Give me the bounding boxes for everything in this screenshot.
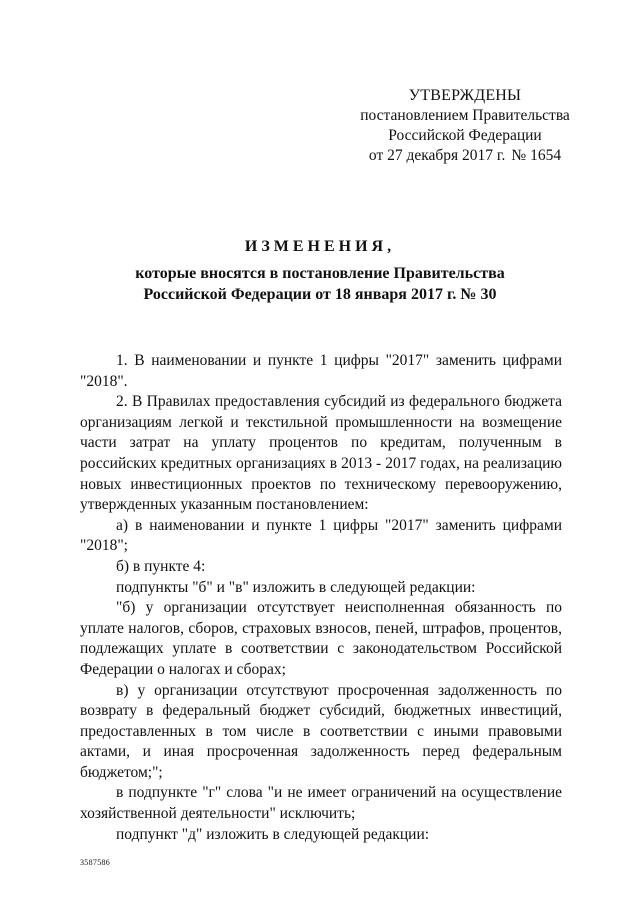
paragraph-2a: а) в наименовании и пункте 1 цифры "2017" заменить цифрами "2018";: [80, 516, 562, 555]
paragraph-2b: б) в пункте 4:: [116, 557, 206, 575]
document-title: ИЗМЕНЕНИЯ,: [244, 238, 396, 255]
paragraph-2b-g: в подпункте "г" слова "и не имеет ограничений на осуществление хозяйственной деятельности" исключить;: [80, 784, 562, 823]
approval-line-resolution: постановлением Правительства: [360, 107, 570, 124]
document-subtitle-line-1: которые вносятся в постановление Правительства: [135, 265, 505, 282]
approval-title: УТВЕРЖДЕНЫ: [408, 87, 522, 104]
paragraph-2b-d: подпункт "д" изложить в следующей редакции:: [116, 825, 430, 843]
document-subtitle-line-2: Российской Федерации от 18 января 2017 г. № 30: [143, 286, 497, 303]
approval-number: № 1654: [511, 147, 562, 164]
approval-block: [320, 86, 610, 166]
approval-line-federation: Российской Федерации: [388, 127, 542, 144]
document-body: [80, 351, 562, 845]
paragraph-2b-b: "б) у организации отсутствует неисполненная обязанность по уплате налогов, сборов, страховых взносов, пеней, штрафов, процентов, подлежащих уплате в соответствии с законодательством Российской Федерации о налогах и сборах;: [80, 599, 562, 678]
paragraph-2: 2. В Правилах предоставления субсидий из федерального бюджета организациям легкой и текстильной промышленности на возмещение части затрат на уплату процентов по кредитам, полученным в российских кредитных организациях в 2013 - 2017 годах, на реализацию новых инвестиционных проектов по техническому перевооружению, утвержденных указанным постановлением:: [80, 393, 562, 514]
approval-date-line: [320, 146, 610, 166]
approval-date: от 27 декабря 2017 г.: [368, 147, 506, 164]
paragraph-1: 1. В наименовании и пункте 1 цифры "2017" заменить цифрами "2018".: [80, 352, 562, 390]
paragraph-2b-v: в) у организации отсутствуют просроченная задолженность по возврату в федеральный бюджет субсидий, бюджетных инвестиций, предоставленных в том числе в соответствии с иными правовыми актами, и иная просроченная задолженность перед федеральным бюджетом;";: [80, 681, 562, 781]
document-code: 3587586: [80, 858, 111, 867]
document-subtitle: [80, 263, 560, 305]
paragraph-2b-intro: подпункты "б" и "в" изложить в следующей редакции:: [116, 578, 476, 596]
